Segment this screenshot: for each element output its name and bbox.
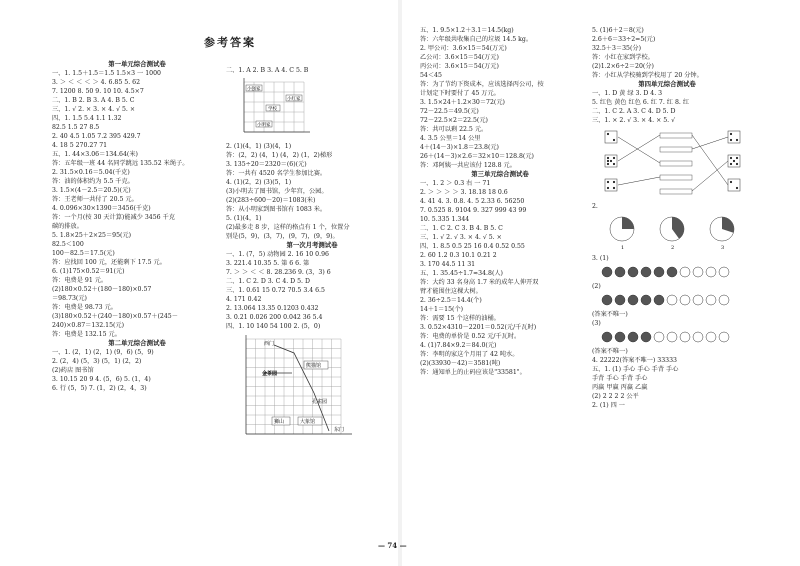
answer-line: 4. 18 5 270.27 71 bbox=[52, 142, 108, 149]
bead bbox=[719, 267, 729, 277]
answer-line: 答：电费是 98.73 元。 bbox=[52, 304, 117, 311]
bead bbox=[615, 295, 625, 305]
answer-line: 四、1. 10 140 54 100 2. (5，0) bbox=[226, 323, 321, 330]
page-number: — 74 — bbox=[378, 541, 407, 550]
answer-line: 答：从小明家到图书馆有 1083 米。 bbox=[226, 206, 327, 213]
answer-line: (3) bbox=[592, 320, 601, 327]
bead-row bbox=[600, 330, 740, 344]
answer-line: 100－82.5＝17.5(元) bbox=[52, 250, 115, 257]
coordinate-grid-map bbox=[234, 77, 314, 139]
answer-line: 二、1. C 2. A 3. C 4. D 5. D bbox=[592, 108, 676, 115]
answer-line: (答案不唯一) bbox=[592, 348, 628, 355]
map-label: 西门 bbox=[264, 341, 275, 347]
answer-line: 答：王老师一共付了 20.5 元。 bbox=[52, 196, 138, 203]
answer-line: 答：小红在家到学校。 bbox=[592, 54, 654, 61]
figure-pies bbox=[600, 213, 742, 251]
column-4 bbox=[592, 26, 742, 410]
answer-line: 乙公司：3.6×15＝54(万元) bbox=[420, 54, 499, 61]
bead bbox=[602, 332, 612, 342]
answer-line: 五、1. 44×3.06＝134.64(米) bbox=[52, 151, 138, 158]
pie-label: 2 bbox=[671, 245, 675, 251]
answer-line: 3. 221.4 10.35 5. 第 6 6. 第 bbox=[226, 260, 310, 267]
answer-line: 一、1. 2 ＞ 0.3 右 一 71 bbox=[420, 180, 491, 187]
answer-line: (3)180×0.52＋(240－180)×0.57＋(245－ bbox=[52, 313, 178, 320]
answer-line: 3. 1.5×24＋1.2×30＝72(元) bbox=[420, 99, 505, 106]
section-heading: 第三单元综合测试卷 bbox=[471, 170, 529, 178]
map-label: 狮山 bbox=[274, 419, 285, 425]
answer-line: 72－22.5×2＝22.5(元) bbox=[420, 117, 488, 124]
answer-line: 答：电费是 91 元。 bbox=[52, 277, 108, 284]
fraction-pies bbox=[600, 213, 750, 251]
bead bbox=[654, 267, 664, 277]
bead bbox=[628, 295, 638, 305]
answer-line: 一、1. (2，1) (2，1) (9，6) (5，9) bbox=[52, 349, 154, 356]
matching-diagram bbox=[600, 127, 750, 199]
grid-label: 学校 bbox=[268, 107, 277, 112]
section-heading: 第一次月考测试卷 bbox=[286, 241, 338, 249]
answer-line: 32.5＋3＝35(分) bbox=[592, 45, 641, 52]
answer-line: 别是(5，9)，(3，7)，(9，7)，(9，9)。 bbox=[226, 233, 339, 240]
answer-line: 答：小红从学校骑到学校用了 20 分钟。 bbox=[592, 72, 703, 79]
answer-line: 4. (1)7.84×9.2＝84.0(元) bbox=[420, 342, 497, 349]
grid-label: 小红家 bbox=[287, 97, 301, 102]
bead bbox=[680, 295, 690, 305]
answer-line: ＝98.73(元) bbox=[52, 295, 87, 302]
answer-line: 4. 171 0.42 bbox=[226, 296, 262, 303]
answer-line: 答：为了节约下资成本，应该选择丙公司，按 bbox=[420, 81, 544, 88]
column-3 bbox=[420, 26, 580, 377]
answer-line: 一、1. 1.5＋1.5＝1.5 1.5×3 一 1000 bbox=[52, 70, 161, 77]
answer-line: 2. 13.064 13.35 0.1203 0.432 bbox=[226, 305, 319, 312]
answer-line: 3. 170 44.5 11 31 bbox=[420, 261, 476, 268]
answer-line: 答：六年级共收集自己的垃圾 14.5 kg。 bbox=[420, 36, 533, 43]
answer-line: 手背 手心 手背 手心 bbox=[592, 375, 648, 382]
answer-line: 3. 0.21 0.026 200 0.042 36 5.4 bbox=[226, 314, 323, 321]
answer-line: 6. 行 (5，5) 7. (1，2) (2，4，3) bbox=[52, 385, 147, 392]
answer-line: 2. 31.5×0.16＝5.04(千克) bbox=[52, 169, 130, 176]
answer-line: 3. 135÷20＝2320＝(6)(元) bbox=[226, 161, 307, 168]
answer-line: 2. (1)(4，1) (3)(4，1) bbox=[226, 143, 292, 150]
answer-line: 答：电费是 132.15 元。 bbox=[52, 331, 121, 338]
answer-line: 5. 1.8×25＋2×25＝95(元) bbox=[52, 232, 132, 239]
park-map-grid bbox=[234, 333, 359, 443]
column-1 bbox=[52, 60, 222, 393]
figure-beads bbox=[600, 265, 742, 279]
answer-line: 答：共可以剩 22.5 元。 bbox=[420, 126, 488, 133]
answer-line: 2. 甲公司：3.6×15＝54(万元) bbox=[420, 45, 507, 52]
answer-line: (3)小明去了图书馆，少年宫，公园。 bbox=[226, 188, 328, 195]
answer-line: 82.5 1.5 27 8.5 bbox=[52, 124, 100, 131]
answer-line: 4＋(14－3)×1.8＝23.8(元) bbox=[420, 144, 499, 151]
answer-line: 54＜45 bbox=[420, 72, 442, 79]
answer-line: 三、1. √ 2. × 3. × 4. √ 5. × bbox=[52, 106, 136, 113]
answer-line: 答：应找回 100 元，还能剩下 17.5 元。 bbox=[52, 259, 166, 266]
bead bbox=[693, 332, 703, 342]
answer-line: 2.6＋6＝33÷2=5(元) bbox=[592, 36, 656, 43]
bead bbox=[654, 295, 664, 305]
bead bbox=[615, 332, 625, 342]
answer-line: (2)最多走 8 步，这样的格点有 1 个，位置分 bbox=[226, 224, 350, 231]
bead bbox=[615, 267, 625, 277]
pie-label: 1 bbox=[621, 245, 625, 251]
answer-line: 答：一共有 4520 名学生参加比赛。 bbox=[226, 170, 327, 177]
answer-line: 2. (1) 四 一 bbox=[592, 402, 625, 409]
bead bbox=[706, 332, 716, 342]
answer-line: 3. (1) bbox=[592, 255, 609, 262]
section-heading: 第一单元综合测试卷 bbox=[108, 60, 166, 68]
answer-line: 4. 41 4. 3. 0.8. 4. 5 2.33 6. 56250 bbox=[420, 198, 525, 205]
answer-line: 二、1. A 2. B 3. A 4. C 5. B bbox=[226, 67, 309, 74]
answer-line: 一、1. D 黄 绿 3. D 4. 3 bbox=[592, 90, 663, 97]
answer-line: (2) 2 2 2 2 公平 bbox=[592, 393, 639, 400]
page-title: 参考答案 bbox=[204, 36, 256, 49]
bead bbox=[602, 295, 612, 305]
section-heading: 第二单元综合测试卷 bbox=[108, 339, 166, 347]
answer-line: 2. 36÷2.5＝14.4(个) bbox=[420, 297, 482, 304]
grid-label: 小强家 bbox=[247, 87, 261, 92]
answer-line: 14＋1＝15(个) bbox=[420, 306, 464, 313]
answer-line: 26＋(14－3)×2.6＝32×10＝128.8(元) bbox=[420, 153, 534, 160]
answer-line: 4. (1)(2，2) (3)(5，1) bbox=[226, 179, 292, 186]
bead-row bbox=[600, 265, 740, 279]
map-label: 大象馆 bbox=[300, 419, 316, 425]
answer-line: 答：电费的单价是 0.52 元/千瓦时。 bbox=[420, 333, 521, 340]
answer-line: 答：通知单上的止码应该是"33581"。 bbox=[420, 369, 526, 376]
bead bbox=[680, 332, 690, 342]
answer-line: 答：(2，2) (4，1) (4，2) (1，2)梯形 bbox=[226, 152, 333, 159]
answer-line: (2)(33930－42)＝3581(吨) bbox=[420, 360, 501, 367]
bead bbox=[706, 267, 716, 277]
answer-line: 5. 红色 黄色 红色 6. 红 7. 红 8. 红 bbox=[592, 99, 690, 106]
answer-line: 二、1. C 2. D 3. C 4. D 5. D bbox=[226, 278, 310, 285]
bead bbox=[693, 295, 703, 305]
bead bbox=[641, 267, 651, 277]
answer-line: 答：油的体积约为 5.5 千克。 bbox=[52, 178, 134, 185]
answer-line: 4. 0.096×30×1390＝3456(千克) bbox=[52, 205, 151, 212]
answer-line: 240)×0.87＝132.15(元) bbox=[52, 322, 125, 329]
answer-line: 答：大约 33 名身高 1.7 米的成年人伸开双 bbox=[420, 279, 539, 286]
answer-line: 三、1. √ 2. √ 3. × 4. √ 5. × bbox=[420, 234, 502, 241]
bead bbox=[693, 267, 703, 277]
answer-line: 6. (1)175×0.52＝91(元) bbox=[52, 268, 125, 275]
answer-line: 二、1. B 2. B 3. A 4. B 5. C bbox=[52, 97, 135, 104]
grid-label: 小明家 bbox=[257, 123, 271, 128]
answer-line: 答：一个月(按 30 天计算)能减少 3456 千克 bbox=[52, 214, 175, 221]
bead bbox=[667, 295, 677, 305]
answer-line: 3. 0.52×4310－2201＝0.52(元/千瓦时) bbox=[420, 324, 537, 331]
answer-line: 7. 1200 8. 50 9. 10 10. 4.5×7 bbox=[52, 88, 144, 95]
answer-line: 2. ＞ ＞ ＞ ＞ 3. 18.18 18 0.6 bbox=[420, 189, 508, 196]
answer-line: 丙公司：3.6×15＝54(万元) bbox=[420, 63, 499, 70]
answer-line: 碳的排放。 bbox=[52, 223, 83, 230]
answer-line: 答：需要 15 个这样的油桶。 bbox=[420, 315, 500, 322]
answer-line: 五、1. (1) 手心 手心 手背 手心 bbox=[592, 366, 679, 373]
figure-grid2 bbox=[234, 333, 398, 443]
answer-line: (2)(283÷600－20)＝1083(米) bbox=[226, 197, 316, 204]
page-gutter bbox=[398, 0, 402, 566]
answer-line: 2. 40 4.5 1.05 7.2 395 429.7 bbox=[52, 133, 141, 140]
bead bbox=[628, 332, 638, 342]
answer-line: 五、1. 9.5×1.2＋3.1＝14.5(kg) bbox=[420, 27, 514, 34]
answer-line: 2. bbox=[592, 203, 598, 210]
answer-line: 7. ＞ ＞ ＜ ＜ 8. 28.236 9. (3，3) 6 bbox=[226, 269, 331, 276]
bead bbox=[719, 332, 729, 342]
answer-line: 10. 5.335 1.344 bbox=[420, 216, 470, 223]
answer-line: 答：邓阿姨一共应该付 128.8 元。 bbox=[420, 162, 516, 169]
answer-line: 一、1. (7，5) 动物园 2. 16 10 0.96 bbox=[226, 251, 329, 258]
answer-line: (2)1.2×6÷2＝20(分) bbox=[592, 63, 654, 70]
section-heading: 第四单元综合测试卷 bbox=[638, 80, 696, 88]
answer-line: 三、1. 0.61 15 0.72 70.5 3.4 6.5 bbox=[226, 287, 325, 294]
answer-line: 72－22.5＝49.5(元) bbox=[420, 108, 479, 115]
answer-line: 5. (1)6＋2＝8(元) bbox=[592, 27, 644, 34]
figure-beads bbox=[600, 330, 742, 344]
map-label: 熊猫馆 bbox=[306, 363, 322, 369]
bead bbox=[719, 295, 729, 305]
answer-line: 2. (2，4) (5，3) (5，1) (2，2) bbox=[52, 358, 142, 365]
answer-line: 7. 0.525 8. 9104 9. 327 999 43 99 bbox=[420, 207, 527, 214]
answer-line: 四、1. 8.5 0.5 25 16 0.4 0.52 0.55 bbox=[420, 243, 525, 250]
answer-line: (2)药店 图书馆 bbox=[52, 367, 94, 374]
figure-matching bbox=[600, 127, 742, 199]
answer-line: 丙赢 甲赢 丙赢 乙赢 bbox=[592, 384, 648, 391]
answer-line: 二、1. C 2. C 3. B 4. B 5. C bbox=[420, 225, 503, 232]
map-label: 孔雀园 bbox=[312, 399, 328, 405]
answer-line: 2. 60 1.2 0.3 10.1 0.21 2 bbox=[420, 252, 497, 259]
answer-line: 三、1. × 2. √ 3. × 4. × 5. √ bbox=[592, 117, 676, 124]
bead bbox=[641, 332, 651, 342]
bead bbox=[680, 267, 690, 277]
answer-line: 四、1. 1.5 5.4 1.1 1.32 bbox=[52, 115, 122, 122]
answer-line: 计划定下时要付了 45 万元。 bbox=[420, 90, 500, 97]
bead bbox=[667, 332, 677, 342]
answer-line: 五、1. 35.45÷1.7≈34.8(人) bbox=[420, 270, 503, 277]
answer-line: 臂才能围住这棵大树。 bbox=[420, 288, 482, 295]
answer-line: 4. 3.5 公里＝14 公里 bbox=[420, 135, 481, 142]
bead bbox=[641, 295, 651, 305]
map-label: 金茶园 bbox=[262, 371, 278, 377]
answer-line: (答案不唯一) bbox=[592, 311, 628, 318]
answer-line: (2)180×0.52＋(180－180)×0.57 bbox=[52, 286, 152, 293]
column-2 bbox=[226, 66, 398, 446]
answer-line: 3. 1.5×(4－2.5＝20.5)(元) bbox=[52, 187, 131, 194]
pie-label: 3 bbox=[721, 245, 725, 251]
answer-line: 3. 10.15 20 9 4. (5，6) 5. (1，4) bbox=[52, 376, 151, 383]
bead bbox=[706, 295, 716, 305]
map-label: 东门 bbox=[334, 427, 345, 433]
bead bbox=[667, 267, 677, 277]
answer-line: (2) bbox=[592, 283, 601, 290]
figure-grid1 bbox=[234, 77, 398, 139]
figure-beads bbox=[600, 293, 742, 307]
bead bbox=[654, 332, 664, 342]
bead bbox=[602, 267, 612, 277]
answer-line: 答：李明的家这个月用了 42 吨水。 bbox=[420, 351, 519, 358]
bead bbox=[628, 267, 638, 277]
answer-line: 答：五年级一班 44 名同学跳远 135.52 米绳子。 bbox=[52, 160, 189, 167]
answer-line: 82.5＜100 bbox=[52, 241, 84, 248]
answer-line: 5. (1)(4，1) bbox=[226, 215, 262, 222]
bead-row bbox=[600, 293, 740, 307]
answer-line: 4. 22222(答案不唯一) 33333 bbox=[592, 357, 677, 364]
answer-line: 3. ＞ ＜ ＜ ＜ ＞ 4. 6.85 5. 62 bbox=[52, 79, 140, 86]
